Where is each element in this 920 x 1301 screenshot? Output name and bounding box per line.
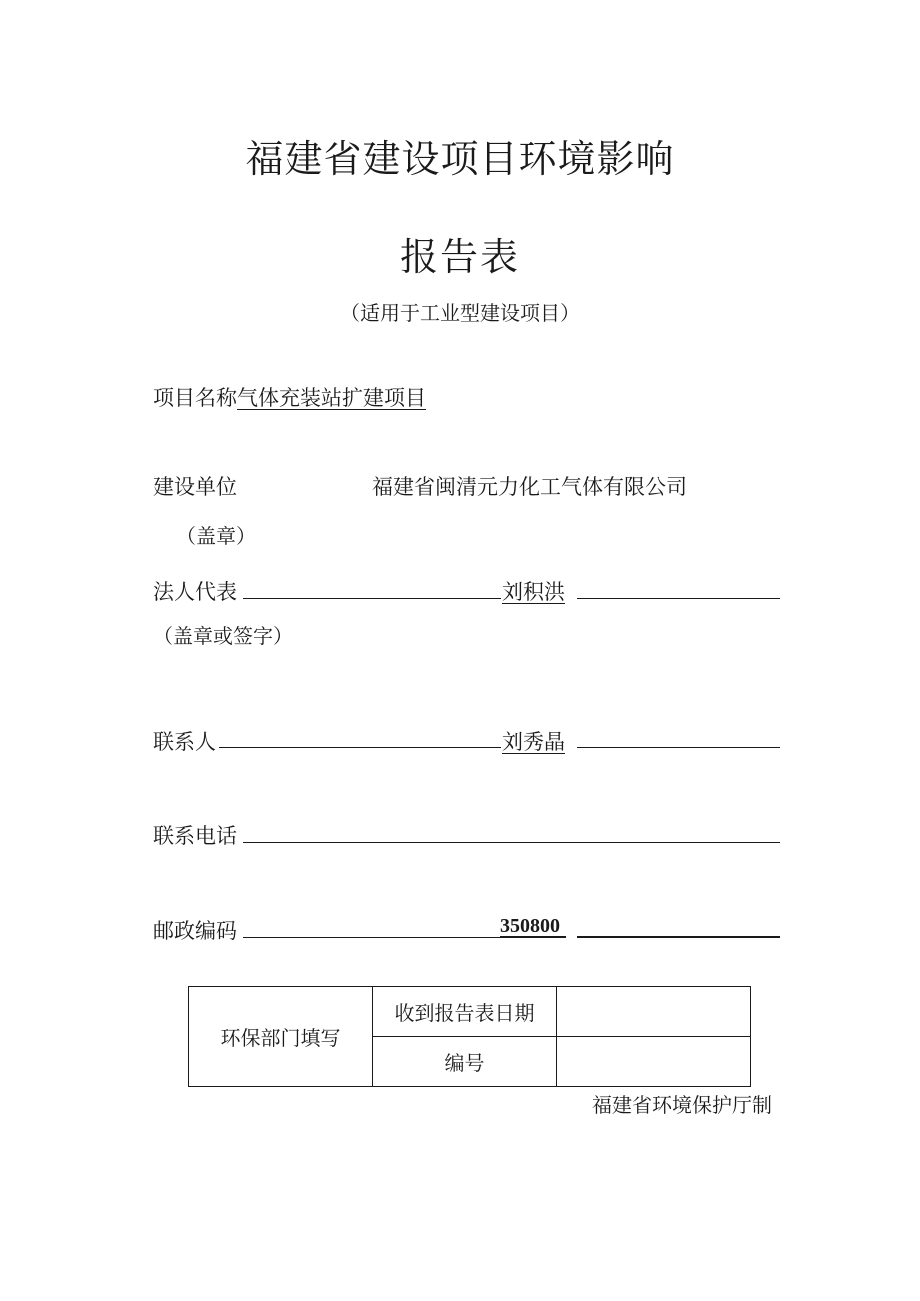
received-date-cell[interactable] — [557, 987, 751, 1037]
phone-label: 联系电话 — [153, 824, 237, 848]
serial-number-cell[interactable] — [557, 1037, 751, 1087]
office-use-table — [188, 986, 751, 1087]
document-title-line2: 报告表 — [399, 235, 520, 279]
legal-rep-sign-note: （盖章或签字） — [153, 624, 293, 648]
issuer-footer: 福建省环境保护厅制 — [592, 1093, 772, 1117]
contact-underline-right — [577, 747, 780, 748]
legal-rep-underline-right — [577, 598, 780, 599]
builder-seal-note: （盖章） — [176, 524, 256, 548]
contact-label: 联系人 — [153, 730, 216, 754]
postcode-value: 350800 — [500, 915, 560, 937]
document-title: 福建省建设项目环境影响 — [245, 137, 675, 181]
contact-value: 刘秀晶 — [502, 730, 565, 754]
phone-underline — [243, 842, 780, 843]
postcode-underline-left — [243, 937, 500, 938]
document-subtitle: （适用于工业型建设项目） — [340, 301, 580, 325]
project-name-row — [153, 382, 426, 412]
builder-label: 建设单位 — [153, 475, 237, 499]
postcode-label: 邮政编码 — [153, 919, 237, 943]
legal-rep-value: 刘积洪 — [502, 580, 565, 604]
office-section-label: 环保部门填写 — [189, 987, 373, 1087]
legal-rep-label: 法人代表 — [153, 580, 237, 604]
project-name-value: 气体充装站扩建项目 — [237, 386, 426, 410]
serial-number-label: 编号 — [373, 1037, 557, 1087]
received-date-label: 收到报告表日期 — [373, 987, 557, 1037]
builder-value: 福建省闽清元力化工气体有限公司 — [372, 475, 687, 499]
legal-rep-underline-left — [243, 598, 501, 599]
project-name-label: 项目名称 — [153, 386, 237, 410]
postcode-underline-right — [577, 936, 780, 938]
postcode-value-underline — [500, 936, 566, 938]
contact-underline-left — [219, 747, 501, 748]
